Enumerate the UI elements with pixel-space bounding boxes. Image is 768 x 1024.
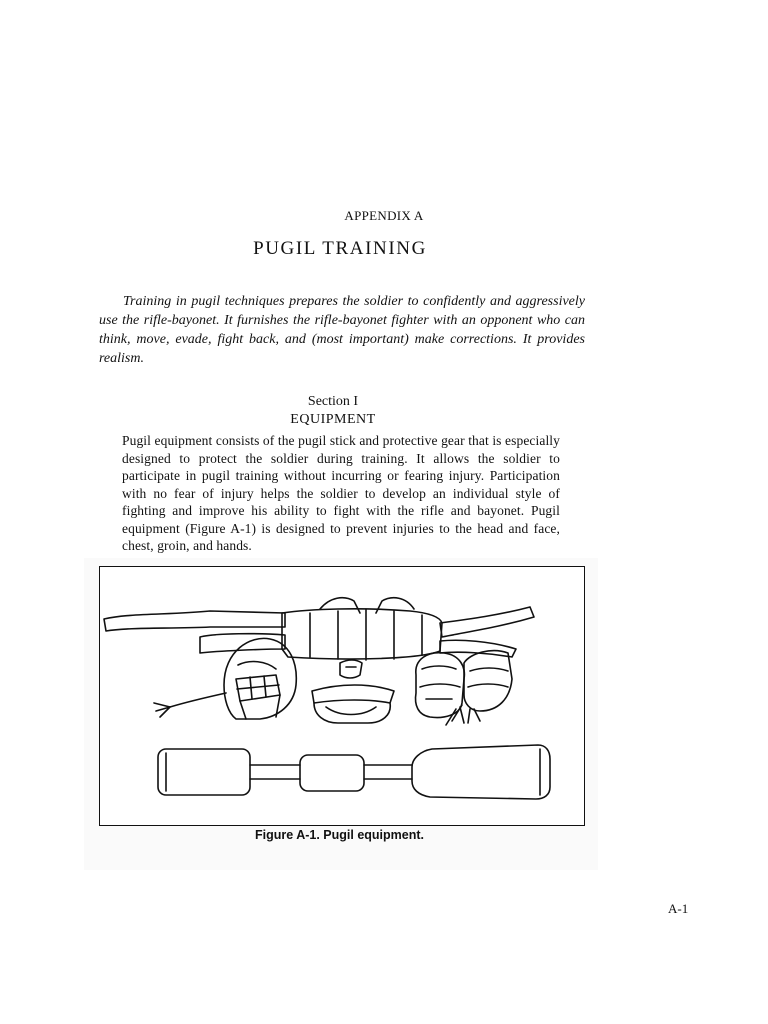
figure-caption: Figure A-1. Pugil equipment. — [255, 828, 424, 842]
section-number: Section I — [307, 394, 359, 409]
page-number: A-1 — [668, 901, 689, 916]
page-title: PUGIL TRAINING — [253, 238, 427, 259]
chest-protector-drawing — [104, 598, 534, 660]
appendix-label: APPENDIX A — [344, 208, 424, 223]
gloves-drawing — [416, 651, 512, 725]
figure-a1-illustration — [99, 566, 585, 826]
groin-protector-drawing — [312, 660, 394, 723]
pugil-stick-drawing — [158, 745, 550, 799]
section-title: EQUIPMENT — [290, 412, 376, 427]
body-paragraph: Pugil equipment consists of the pugil stick and protective gear that is especially designed to protect the soldier during training. It allows the soldier to participate in pugil training without incurring or fearing injury. Participation with no fear of injury helps the soldier to develop an individual style of fighting and improve his ability to fight with the rifle and bayonet. Pugil equipment (Figure A-1) is designed to prevent injuries to the head and face, chest, groin, and hands. — [122, 433, 560, 553]
intro-paragraph: Training in pugil techniques prepares the soldier to confidently and aggressively use the rifle-bayonet. It furnishes the rifle-bayonet fighter with an opponent who can think, move, evade, fight back, and (most important) make corrections. It provides realism. — [99, 294, 585, 366]
